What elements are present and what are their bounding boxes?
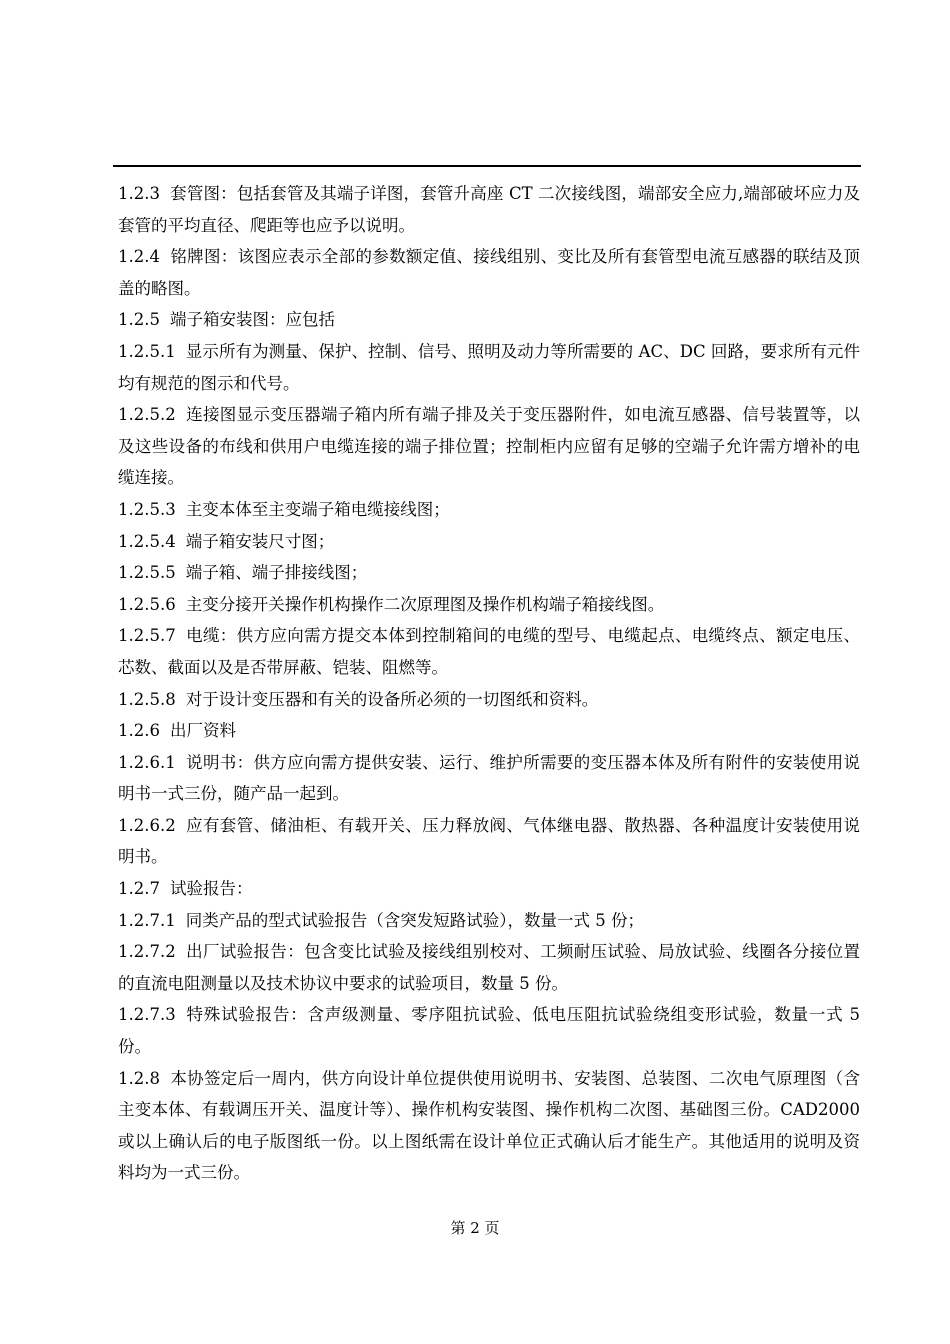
paragraph-text: 同类产品的型式试验报告（含突发短路试验），数量一式 5 份； xyxy=(185,910,644,930)
paragraph-number: 1.2.7.3 xyxy=(118,1005,176,1025)
paragraph-number: 1.2.5.8 xyxy=(118,689,176,709)
paragraph-1-2-4 xyxy=(118,241,860,304)
paragraph-1-2-5-2 xyxy=(118,399,860,494)
paragraph-text: 说明书：供方应向需方提供安装、运行、维护所需要的变压器本体及所有附件的安装使用说明书一式三份，随产品一起到。 xyxy=(118,752,860,804)
paragraph-number: 1.2.6 xyxy=(118,721,160,741)
paragraph-number: 1.2.4 xyxy=(118,247,160,267)
paragraph-1-2-8 xyxy=(118,1063,860,1189)
paragraph-text: 连接图显示变压器端子箱内所有端子排及关于变压器附件，如电流互感器、信号装置等，以及这些设备的布线和供用户电缆连接的端子排位置；控制柜内应留有足够的空端子允许需方增补的电缆连接。 xyxy=(118,405,860,488)
paragraph-1-2-6 xyxy=(118,715,860,747)
paragraph-text: 本协签定后一周内，供方向设计单位提供使用说明书、安装图、总装图、二次电气原理图（含主变本体、有载调压开关、温度计等）、操作机构安装图、操作机构二次图、基础图三份。CAD2000 或以上确认后的电子版图纸一份。以上图纸需在设计单位正式确认后才能生产。其他适用的说明及资料均为一式三份。 xyxy=(118,1068,860,1183)
paragraph-number: 1.2.5.5 xyxy=(118,563,176,583)
paragraph-1-2-5-5 xyxy=(118,557,860,589)
paragraph-number: 1.2.5.6 xyxy=(118,594,176,614)
page-number: 第 2 页 xyxy=(450,1219,500,1237)
paragraph-text: 显示所有为测量、保护、控制、信号、照明及动力等所需要的 AC、DC 回路，要求所有元件均有规范的图示和代号。 xyxy=(118,341,860,393)
paragraph-number: 1.2.8 xyxy=(118,1068,160,1088)
paragraph-number: 1.2.6.2 xyxy=(118,815,176,835)
paragraph-text: 试验报告： xyxy=(169,879,253,899)
paragraph-number: 1.2.5.7 xyxy=(118,626,176,646)
paragraph-1-2-5-8 xyxy=(118,684,860,716)
paragraph-1-2-5-3 xyxy=(118,494,860,526)
paragraph-number: 1.2.3 xyxy=(118,184,160,203)
paragraph-text: 主变分接开关操作机构操作二次原理图及操作机构端子箱接线图。 xyxy=(185,594,665,614)
paragraph-number: 1.2.6.1 xyxy=(118,752,176,772)
paragraph-1-2-5-1 xyxy=(118,336,860,399)
paragraph-number: 1.2.7.2 xyxy=(118,942,176,962)
paragraph-text: 端子箱安装图：应包括 xyxy=(169,310,335,330)
paragraph-text: 出厂试验报告：包含变比试验及接线组别校对、工频耐压试验、局放试验、线圈各分接位置的直流电阻测量以及技术协议中要求的试验项目，数量 5 份。 xyxy=(118,942,860,993)
paragraph-text: 应有套管、储油柜、有载开关、压力释放阀、气体继电器、散热器、各种温度计安装使用说明书。 xyxy=(118,815,860,867)
paragraph-number: 1.2.5.4 xyxy=(118,531,176,551)
paragraph-1-2-5 xyxy=(118,304,860,336)
paragraph-text: 端子箱、端子排接线图； xyxy=(185,563,368,583)
paragraph-text: 主变本体至主变端子箱电缆接线图； xyxy=(185,499,450,519)
paragraph-text: 电缆：供方应向需方提交本体到控制箱间的电缆的型号、电缆起点、电缆终点、额定电压、芯数、截面以及是否带屏蔽、铠装、阻燃等。 xyxy=(118,626,860,677)
paragraph-text: 套管图：包括套管及其端子详图，套管升高座 CT 二次接线图，端部安全应力,端部破坏应力及套管的平均直径、爬距等也应予以说明。 xyxy=(118,184,860,235)
paragraph-1-2-5-6 xyxy=(118,589,860,621)
paragraph-number: 1.2.7 xyxy=(118,879,160,899)
paragraph-1-2-6-1 xyxy=(118,747,860,810)
paragraph-1-2-7-1 xyxy=(118,905,860,937)
paragraph-number: 1.2.5.1 xyxy=(118,341,176,361)
paragraph-1-2-7-3 xyxy=(118,999,860,1062)
paragraph-1-2-7 xyxy=(118,873,860,905)
paragraph-text: 铭牌图：该图应表示全部的参数额定值、接线组别、变比及所有套管型电流互感器的联结及顶盖的略图。 xyxy=(118,247,860,298)
paragraph-number: 1.2.5.3 xyxy=(118,499,176,519)
paragraph-1-2-3 xyxy=(118,178,860,241)
paragraph-text: 对于设计变压器和有关的设备所必须的一切图纸和资料。 xyxy=(185,689,599,709)
paragraph-number: 1.2.5 xyxy=(118,310,160,330)
paragraph-1-2-5-4 xyxy=(118,526,860,558)
document-body xyxy=(118,178,860,1189)
paragraph-number: 1.2.7.1 xyxy=(118,910,176,930)
paragraph-number: 1.2.5.2 xyxy=(118,405,176,425)
paragraph-1-2-7-2 xyxy=(118,936,860,999)
paragraph-text: 出厂资料 xyxy=(169,721,236,741)
paragraph-1-2-6-2 xyxy=(118,810,860,873)
header-rule xyxy=(113,165,861,167)
paragraph-text: 端子箱安装尺寸图； xyxy=(185,531,335,551)
paragraph-1-2-5-7 xyxy=(118,620,860,683)
paragraph-text: 特殊试验报告：含声级测量、零序阻抗试验、低电压阻抗试验绕组变形试验，数量一式 5 份。 xyxy=(118,1005,860,1057)
